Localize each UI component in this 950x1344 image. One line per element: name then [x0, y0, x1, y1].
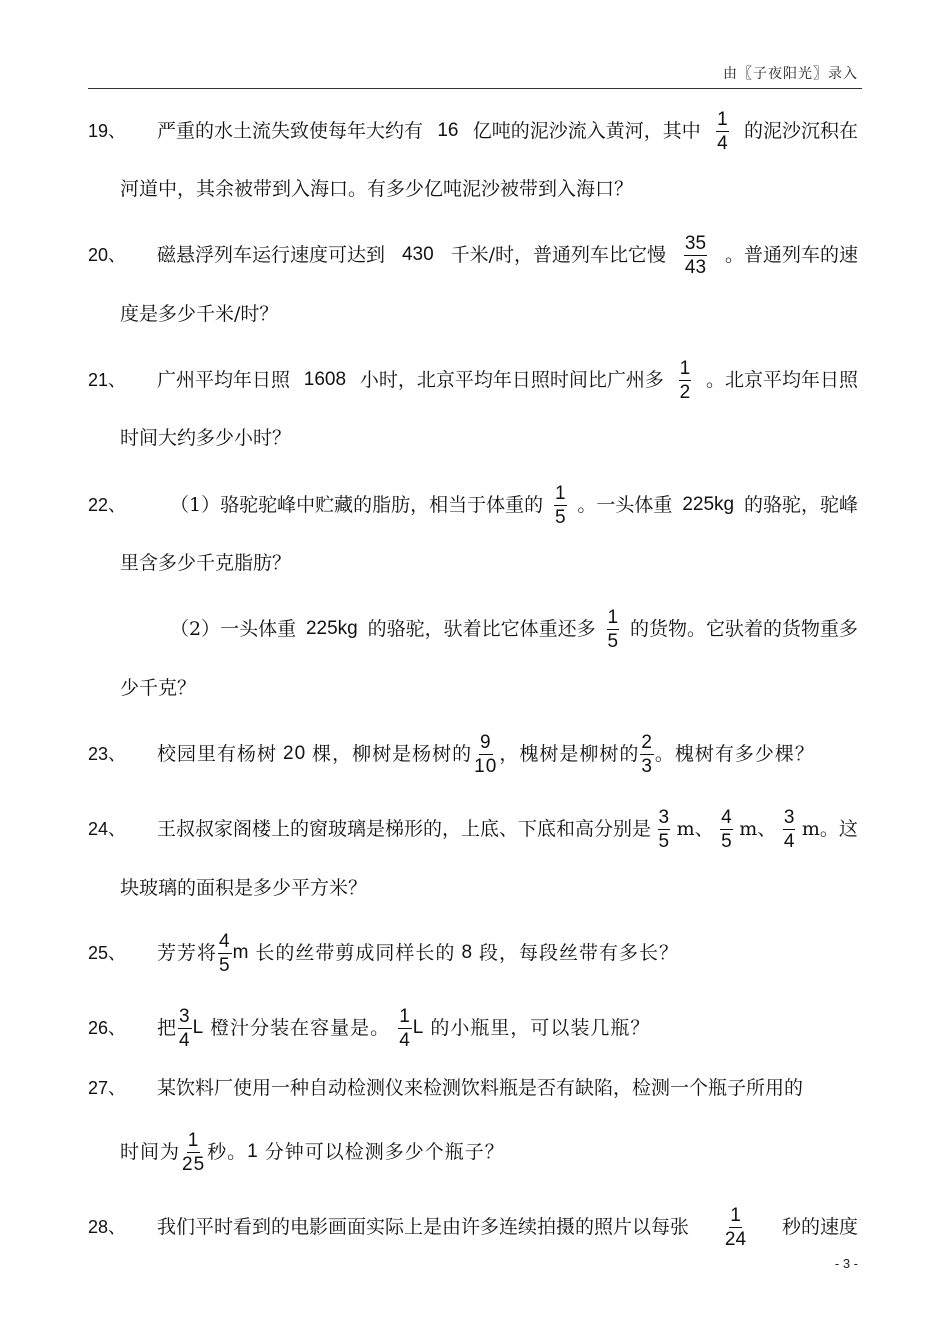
fraction: [607, 607, 620, 652]
problem-25-line-1: [0, 930, 950, 976]
problem-text-continued: 块玻璃的面积是多少平方米？: [120, 877, 368, 899]
fraction-numerator: 9: [479, 731, 492, 753]
fraction-numerator: 2: [641, 731, 653, 753]
problem-text-continued: 时间大约多少小时？: [120, 427, 292, 449]
problem-number: 22、: [88, 495, 127, 515]
text-segment: 时间为: [120, 1141, 181, 1163]
text-unit: m、: [676, 818, 714, 840]
problem-28-line-1: [0, 1204, 950, 1250]
text-segment: 千米/时，普通列车比它慢: [450, 244, 666, 266]
text-segment: 小时，北京平均年日照时间比广州多: [359, 369, 664, 391]
text-segment: 磁悬浮列车运行速度可达到: [157, 244, 386, 266]
fraction-numerator: 1: [679, 357, 691, 379]
text-segment: 段，每段丝带有多长？: [479, 942, 680, 964]
problem-24-line-1: [0, 806, 950, 852]
fraction-numerator: 3: [179, 1005, 191, 1027]
fraction-denominator: 2: [679, 381, 691, 403]
text-segment: （2）一头体重: [170, 618, 297, 640]
header-text: 由〖子夜阳光〗录入: [723, 66, 858, 82]
fraction: [783, 807, 796, 852]
text-segment: 的泥沙沉积在: [743, 120, 858, 142]
text-segment: 秒。: [207, 1141, 248, 1163]
text-segment: 我们平时看到的电影画面实际上是由许多连续拍摄的照片以每张: [157, 1216, 690, 1238]
fraction-numerator: 3: [658, 806, 670, 828]
fraction: [398, 1006, 412, 1051]
problem-19-line-1: [0, 108, 950, 154]
problem-20-line-1: [0, 232, 950, 278]
text-number: 16: [437, 120, 459, 141]
fraction-denominator: 24: [724, 1228, 747, 1250]
fraction: [658, 807, 671, 852]
fraction-denominator: 4: [399, 1029, 411, 1051]
problem-text-continued: 少千克？: [120, 677, 197, 699]
text-segment: 王叔叔家阁楼上的窗玻璃是梯形的，上底、下底和高分别是: [157, 818, 652, 840]
problem-19-line-2: [0, 169, 950, 209]
text-segment: 亿吨的泥沙流入黄河，其中: [472, 120, 701, 142]
text-segment: 严重的水土流失致使每年大约有: [157, 120, 424, 142]
text-number: 225kg: [682, 494, 735, 515]
text-segment: 橙汁分装在容量是。: [210, 1017, 391, 1039]
fraction-numerator: 1: [607, 606, 619, 628]
fraction-denominator: 5: [554, 506, 566, 528]
text-segment: 分钟可以检测多少个瓶子？: [264, 1141, 505, 1163]
fraction: [181, 1130, 206, 1175]
fraction-numerator: 1: [554, 482, 566, 504]
text-unit: m: [232, 942, 250, 963]
problem-27-line-2: [0, 1129, 950, 1175]
text-number: 225kg: [305, 618, 358, 639]
problem-text: [157, 806, 858, 852]
fraction-numerator: 4: [721, 806, 732, 828]
problem-text: [157, 1005, 858, 1051]
fraction-denominator: 5: [219, 954, 231, 976]
text-number: 1608: [303, 369, 347, 390]
problem-23-line-1: [0, 731, 950, 777]
problem-text-continued: 度是多少千米/时？: [120, 303, 279, 325]
text-unit: L: [412, 1017, 425, 1038]
text-segment: 秒的速度: [781, 1216, 858, 1238]
problem-number: 21、: [88, 370, 127, 390]
fraction-denominator: 5: [607, 630, 619, 652]
fraction: [178, 1006, 192, 1051]
problem-24-line-2: [0, 868, 950, 908]
fraction: [679, 358, 692, 403]
text-segment: 。北京平均年日照: [705, 369, 858, 391]
text-segment: 。槐树有多少棵？: [654, 743, 815, 765]
problem-text-continued: 里含多少千克脂肪？: [120, 552, 292, 574]
problem-number: 27、: [88, 1078, 127, 1098]
fraction: [640, 732, 654, 777]
problem-subpart-text: [170, 606, 858, 652]
problem-number: 24、: [88, 819, 127, 839]
fraction-denominator: 4: [783, 830, 795, 852]
problem-text: [157, 357, 858, 403]
problem-20-line-2: [0, 294, 950, 334]
problem-22-line-2: [0, 543, 950, 583]
fraction: [716, 109, 729, 154]
text-segment: 棵，柳树是杨树的: [312, 743, 473, 765]
text-segment: 长的丝带剪成同样长的: [255, 942, 456, 964]
problem-26-line-1: [0, 1005, 950, 1051]
text-segment: 。一头体重: [577, 494, 673, 516]
text-number: 1: [247, 1141, 259, 1162]
fraction-denominator: 5: [721, 830, 732, 852]
fraction-numerator: 1: [717, 108, 728, 130]
text-segment: 校园里有杨树: [157, 743, 278, 765]
fraction-denominator: 43: [684, 256, 707, 278]
fraction: [218, 931, 232, 976]
problem-text: [157, 930, 858, 976]
fraction-numerator: 1: [399, 1005, 411, 1027]
problem-text: [157, 108, 858, 154]
problem-number: 26、: [88, 1018, 127, 1038]
fraction: [684, 233, 707, 278]
fraction-denominator: 4: [179, 1029, 191, 1051]
text-unit: m、: [739, 818, 777, 840]
problem-number: 23、: [88, 744, 127, 764]
fraction-denominator: 3: [641, 755, 653, 777]
problem-22-line-4: [0, 668, 950, 708]
header-rule: [88, 88, 862, 89]
text-segment: 的骆驼，驮着比它体重还多: [367, 618, 596, 640]
fraction-numerator: 1: [730, 1204, 741, 1226]
text-number: 430: [401, 244, 434, 265]
text-number: 8: [461, 942, 474, 963]
text-segment: 芳芳将: [157, 942, 218, 964]
problem-number: 20、: [88, 245, 127, 265]
fraction-denominator: 25: [182, 1153, 206, 1175]
text-segment: 把: [157, 1017, 178, 1039]
text-segment: 的货物。它驮着的货物重多: [629, 618, 858, 640]
problem-number: 19、: [88, 121, 127, 141]
problem-text-continued: 河道中，其余被带到入海口。有多少亿吨泥沙被带到入海口？: [120, 178, 634, 200]
problem-27-line-1: [0, 1068, 950, 1108]
fraction-denominator: 4: [717, 132, 728, 154]
text-segment: 。普通列车的速: [724, 244, 858, 266]
problem-21-line-1: [0, 357, 950, 403]
problem-number: 25、: [88, 943, 127, 963]
text-unit: L: [192, 1017, 205, 1038]
fraction: [473, 732, 498, 777]
text-segment: ，槐树是柳树的: [499, 743, 640, 765]
text-number: 20: [283, 743, 307, 764]
fraction: [554, 483, 567, 528]
fraction: [724, 1205, 747, 1250]
problem-text: [157, 1204, 858, 1250]
page-number: - 3 -: [834, 1256, 858, 1271]
fraction-numerator: 4: [219, 930, 231, 952]
problem-text: [157, 731, 858, 777]
problem-text: 某饮料厂使用一种自动检测仪来检测饮料瓶是否有缺陷，检测一个瓶子所用的: [157, 1077, 804, 1099]
problem-22-line-3: [0, 606, 950, 652]
fraction: [720, 807, 733, 852]
text-segment: 的小瓶里，可以装几瓶？: [430, 1017, 651, 1039]
text-segment: （1）骆驼驼峰中贮藏的脂肪，相当于体重的: [170, 494, 544, 516]
problem-number: 28、: [88, 1217, 127, 1237]
text-segment: 广州平均年日照: [157, 369, 291, 391]
fraction-denominator: 10: [474, 755, 498, 777]
fraction-numerator: 1: [187, 1129, 200, 1151]
problem-text-continued: [120, 1129, 505, 1175]
problem-text: [170, 482, 858, 528]
problem-21-line-2: [0, 418, 950, 458]
fraction-denominator: 5: [658, 830, 670, 852]
fraction-numerator: 35: [684, 232, 707, 254]
fraction-numerator: 3: [783, 806, 795, 828]
problem-22-line-1: [0, 482, 950, 528]
text-unit: m。这: [801, 818, 858, 840]
problem-text: [157, 232, 858, 278]
text-segment: 的骆驼，驼峰: [743, 494, 858, 516]
